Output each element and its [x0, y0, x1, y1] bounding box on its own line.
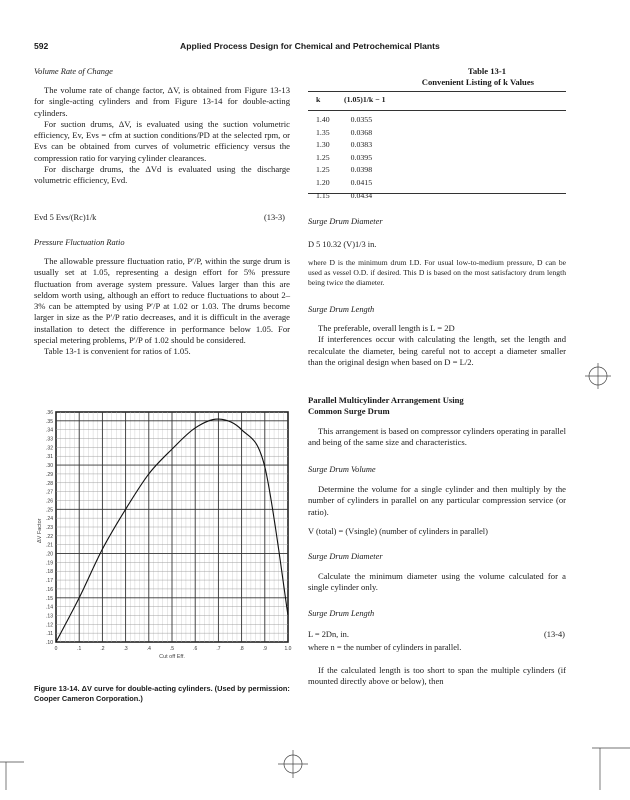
length2-heading: Surge Drum Length: [308, 609, 375, 618]
value-cell: 0.0383: [350, 140, 373, 150]
x-tick-label: .8: [239, 646, 244, 652]
figure-caption: Figure 13-14. ΔV curve for double-acting cylinders. (Used by permission: Cooper Cameron Corporation.): [34, 684, 290, 703]
y-tick-label: .31: [46, 454, 53, 461]
y-tick-label: .33: [46, 436, 53, 443]
x-tick-label: .6: [193, 646, 198, 652]
value-cell: 0.0434: [350, 190, 373, 200]
x-tick-label: .1: [77, 646, 82, 652]
x-tick-label: .5: [169, 646, 175, 652]
parallel-heading-line-2: Common Surge Drum: [308, 406, 390, 416]
x-tick-label: .2: [100, 646, 105, 652]
paragraph: This arrangement is based on compressor cylinders operating in parallel and being of the same size and characteristics.: [308, 426, 566, 448]
y-tick-label: .12: [46, 622, 53, 629]
volume-heading: Surge Drum Volume: [308, 465, 376, 474]
k-cell: 1.25: [316, 165, 330, 175]
value-cell: 0.0415: [350, 177, 373, 187]
value-cell: 0.0398: [350, 165, 373, 175]
k-cell: 1.20: [316, 177, 330, 187]
x-tick-label: .7: [216, 646, 221, 652]
value-cell: 0.0355: [350, 115, 373, 124]
table-col-value-header: (1.05)1/k − 1: [344, 95, 386, 104]
y-tick-label: .14: [46, 604, 53, 611]
x-tick-label: .4: [146, 646, 151, 652]
y-tick-label: .36: [46, 410, 53, 416]
k-cell: 1.40: [316, 115, 330, 124]
y-tick-label: .24: [46, 516, 53, 523]
table-title: Table 13-1: [467, 66, 506, 76]
parallel-heading-line-1: Parallel Multicylinder Arrangement Using: [308, 395, 464, 405]
equation-number: (13-3): [264, 213, 285, 222]
y-tick-label: .16: [46, 586, 53, 593]
diameter-note: where D is the minimum drum I.D. For usual low-to-medium pressure, D can be used as vessel O.D. if desired. This D is based on the most satisfactory drum length being twice the diameter.: [308, 258, 566, 287]
volume-rate-heading: Volume Rate of Change: [34, 67, 113, 76]
y-tick-label: .17: [46, 578, 53, 585]
y-tick-label: .11: [46, 631, 53, 638]
table-col-k-header: k: [316, 95, 321, 104]
x-tick-label: 1.0: [284, 646, 292, 652]
paragraph: Table 13-1 is convenient for ratios of 1.05.: [44, 346, 191, 357]
paragraph: If the calculated length is too short to span the multiple cylinders (if mounted directly above or below), then: [308, 665, 566, 687]
length2-where: where n = the number of cylinders in parallel.: [308, 643, 462, 652]
diameter-equation: D 5 10.32 (V)1/3 in.: [308, 240, 377, 249]
y-tick-label: .32: [46, 445, 53, 452]
length2-equation-number: (13-4): [544, 630, 565, 639]
x-tick-label: 0: [54, 646, 58, 652]
x-axis-label: Cut off Eff.: [159, 654, 185, 660]
length-heading: Surge Drum Length: [308, 305, 375, 314]
y-tick-label: .35: [46, 418, 53, 425]
pressure-heading: Pressure Fluctuation Ratio: [34, 238, 125, 247]
y-tick-label: .25: [46, 507, 53, 514]
page-number: 592: [34, 41, 49, 51]
y-tick-label: .19: [46, 560, 53, 567]
paragraph: For discharge drums, the ΔVd is evaluated using the discharge volumetric efficiency, Evd.: [34, 164, 290, 186]
y-axis-label: ΔV Factor: [37, 518, 43, 543]
x-tick-label: .9: [262, 646, 267, 652]
length2-equation: L = 2Dn, in.: [308, 630, 349, 639]
y-tick-label: .27: [46, 489, 53, 496]
paragraph: Determine the volume for a single cylinder and then multiply by the number of cylinders in parallel on any particular compression service (or ratio).: [308, 484, 566, 517]
paragraph: For suction drums, ΔV, is evaluated using the suction volumetric efficiency, Ev, Evs = cfm at suction conditions/PD at the selected rpm, or Evs can be obtained from curves of volumetric efficiency versus the compression ratio for varying cylinder clearances.: [34, 118, 290, 163]
paragraph: If interferences occur with calculating the length, set the length and recalculate the diameter, being careful not to accept a diameter smaller than the original design when based on D = L/2.: [308, 334, 566, 367]
diameter2-heading: Surge Drum Diameter: [308, 552, 383, 561]
y-tick-label: .15: [46, 595, 53, 602]
k-cell: 1.25: [316, 152, 330, 162]
y-tick-label: .26: [46, 498, 53, 505]
x-tick-label: .3: [123, 646, 128, 652]
y-tick-label: .13: [46, 613, 53, 620]
registration-mark-right: [585, 363, 611, 389]
table-subtitle: Convenient Listing of k Values: [421, 77, 534, 87]
running-title: Applied Process Design for Chemical and Petrochemical Plants: [180, 41, 440, 51]
y-tick-label: .29: [46, 471, 53, 478]
equation-13-3: Evd 5 Evs/(Rc)1/k: [34, 213, 97, 222]
paragraph: The preferable, overall length is L = 2D: [318, 323, 455, 333]
y-tick-label: .21: [46, 542, 53, 549]
paragraph: The allowable pressure fluctuation ratio, P′/P, within the surge drum is usually set at 1.05, representing a design effort for 5% pressure fluctuation from average system pressure. Values larger than this are seldom worth using, although an effort to reduce fluctuations to about 2–3% can be attempted by using P′/P at 1.02 or 1.03. The drums become larger in size as the P′/P ratio decreases, and it is difficult in the average installation to detect the difference in performance below 1.05. For special metering problems, P′/P of 1.02 should be considered.: [34, 256, 290, 346]
value-cell: 0.0395: [350, 152, 373, 162]
y-tick-label: .23: [46, 525, 53, 531]
paragraph: Calculate the minimum diameter using the volume calculated for a single cylinder only.: [308, 571, 566, 593]
registration-mark-bottom: [278, 750, 308, 778]
y-tick-label: .34: [46, 427, 53, 434]
paragraph: The volume rate of change factor, ΔV, is obtained from Figure 13-13 for single-acting cylinders and from Figure 13-14 for double-acting cylinders.: [34, 85, 290, 118]
y-tick-label: .18: [46, 569, 53, 576]
diameter-heading: Surge Drum Diameter: [308, 217, 383, 226]
k-cell: 1.30: [316, 140, 330, 150]
value-cell: 0.0368: [350, 127, 373, 137]
k-cell: 1.15: [316, 190, 330, 200]
k-cell: 1.35: [316, 127, 330, 137]
volume-equation: V (total) = (Vsingle) (number of cylinders in parallel): [308, 527, 488, 536]
y-tick-label: .22: [46, 533, 53, 540]
y-tick-label: .28: [46, 480, 53, 487]
y-tick-label: .30: [46, 463, 53, 470]
y-tick-label: .10: [46, 640, 53, 646]
y-tick-label: .20: [46, 551, 53, 558]
